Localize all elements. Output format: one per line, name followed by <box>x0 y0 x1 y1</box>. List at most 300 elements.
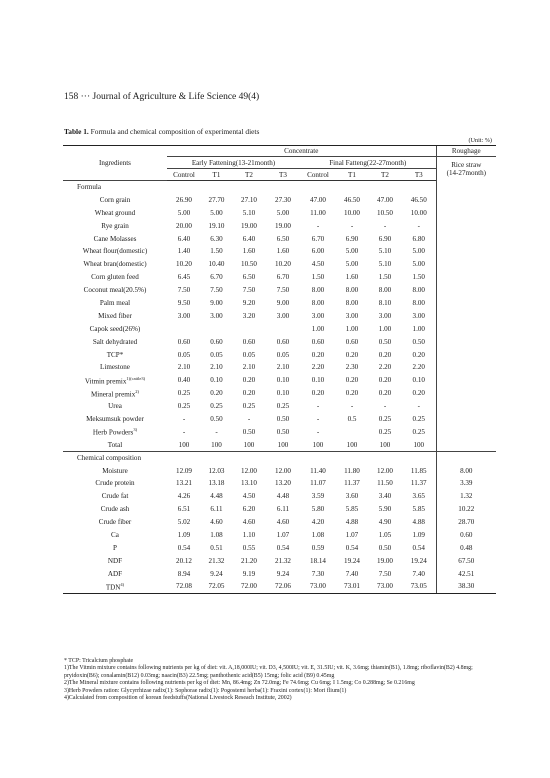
table-cell: 6.70 <box>276 273 290 282</box>
table-cell: 10.50 <box>377 208 393 217</box>
table-cell: 10.00 <box>344 208 360 217</box>
table-cell: 0.20 <box>378 389 392 398</box>
table-cell: 11.50 <box>377 479 393 488</box>
table-cell: 0.25 <box>378 427 392 436</box>
roughage-cell <box>436 271 496 284</box>
ingredient-name <box>63 361 167 374</box>
table-cell: 0.25 <box>276 402 290 411</box>
ingredient-name <box>63 477 167 490</box>
table-cell: 47.00 <box>310 195 326 204</box>
table-cell: 19.24 <box>410 556 427 565</box>
ingredient-name <box>63 335 167 348</box>
table-cell: - <box>247 414 251 423</box>
table-cell: 0.05 <box>177 350 191 359</box>
ingredient-name <box>63 374 167 387</box>
table-cell: 0.20 <box>242 376 256 385</box>
table-cell: 8.00 <box>311 286 325 295</box>
footnote: * TCP: Tricalcium phosphate <box>64 658 134 664</box>
table-row <box>63 219 496 232</box>
roughage-cell: 38.30 <box>436 580 496 593</box>
table-cell <box>336 425 368 438</box>
table-cell: 0.59 <box>311 543 325 552</box>
ingredient-label: Mineral premix <box>90 389 136 398</box>
table-row <box>63 374 496 387</box>
table-cell: 0.60 <box>210 337 223 346</box>
table-cell: - <box>383 221 387 230</box>
table-cell: 0.05 <box>276 350 290 359</box>
table-cell: 10.40 <box>208 260 225 269</box>
table-cell <box>167 322 201 335</box>
roughage-cell <box>436 413 496 426</box>
table-cell: 2.20 <box>378 363 392 372</box>
table-cell: 0.05 <box>242 350 256 359</box>
table-cell: 13.10 <box>241 479 257 488</box>
table-cell: - <box>417 402 420 411</box>
table-cell: 73.00 <box>300 580 336 593</box>
table-cell: 6.11 <box>210 505 223 514</box>
table-row <box>63 438 496 451</box>
ingredient-name <box>63 258 167 271</box>
roughage-cell: 0.60 <box>436 529 496 542</box>
table-cell: 7.50 <box>177 286 191 295</box>
table-row <box>63 193 496 206</box>
table-cell: 0.60 <box>345 337 359 346</box>
ingredient-label: Urea <box>108 402 122 411</box>
empty-cell <box>232 451 266 464</box>
roughage-cell <box>436 284 496 297</box>
table-row <box>63 245 496 258</box>
table-cell: 1.07 <box>345 530 359 539</box>
table-cell: 5.80 <box>311 505 325 514</box>
table-cell: 72.06 <box>266 580 300 593</box>
table-row <box>63 554 496 567</box>
ingredient-label: P <box>113 543 117 552</box>
table-cell: 10.50 <box>241 260 257 269</box>
table-row <box>63 335 496 348</box>
table-cell: 2.10 <box>242 363 256 372</box>
footnote-marker: 3) <box>133 427 138 433</box>
table-row <box>63 477 496 490</box>
ingredient-name <box>63 503 167 516</box>
table-row <box>63 541 496 554</box>
table-cell: 10.20 <box>176 260 192 269</box>
table-row <box>63 413 496 426</box>
table-cell: 13.20 <box>275 479 291 488</box>
table-cell: 0.20 <box>311 389 325 398</box>
table-cell: 2.30 <box>345 363 359 372</box>
empty-cell <box>300 181 336 194</box>
table-cell <box>266 322 300 335</box>
table-cell: 7.40 <box>412 569 425 578</box>
table-cell: 0.25 <box>412 427 425 436</box>
table-row <box>63 258 496 271</box>
footnote-marker: 2) <box>135 388 140 394</box>
table-cell: 5.02 <box>177 518 191 527</box>
table-cell: 0.50 <box>378 543 392 552</box>
ingredient-label: Wheat ground <box>94 208 136 217</box>
table-cell: 46.50 <box>344 195 360 204</box>
table-cell: 100 <box>266 438 300 451</box>
composition-table <box>63 145 496 594</box>
table-row <box>63 361 496 374</box>
column-header: T3 <box>402 169 436 181</box>
table-cell: 6.70 <box>210 273 223 282</box>
table-body <box>63 181 496 594</box>
table-cell: 5.00 <box>210 208 223 217</box>
empty-cell <box>402 451 436 464</box>
table-cell: 0.60 <box>311 337 325 346</box>
table-cell: - <box>316 427 320 436</box>
table-cell: 2.20 <box>412 363 425 372</box>
table-cell: 6.11 <box>276 505 290 514</box>
table-cell: 27.70 <box>208 195 225 204</box>
table-cell: 5.90 <box>378 505 392 514</box>
ingredient-label: Capok seed(26%) <box>89 324 141 333</box>
table-cell: 7.40 <box>345 569 359 578</box>
table-row <box>63 490 496 503</box>
table-cell: 100 <box>300 438 336 451</box>
table-cell: 5.10 <box>242 208 256 217</box>
table-cell: 4.60 <box>276 518 290 527</box>
ingredient-label: Crude ash <box>100 505 130 514</box>
table-cell: 0.50 <box>412 337 425 346</box>
roughage-cell: 8.00 <box>436 464 496 477</box>
table-cell: 0.25 <box>412 414 425 423</box>
table-cell: 12.00 <box>275 466 291 475</box>
table-cell: 8.00 <box>311 298 325 307</box>
column-header: T1 <box>201 169 232 181</box>
table-cell: 12.00 <box>241 466 257 475</box>
table-cell: 8.00 <box>345 286 359 295</box>
header-rice-straw-period: (14-27month) <box>446 168 486 177</box>
table-cell: - <box>383 402 387 411</box>
empty-cell <box>402 181 436 194</box>
table-cell: 0.10 <box>311 376 325 385</box>
table-cell: 11.07 <box>310 479 326 488</box>
table-row <box>63 297 496 310</box>
ingredient-label: Salt dehydrated <box>92 337 138 346</box>
column-header: Control <box>167 169 201 181</box>
ingredient-label: Herb Powders <box>92 428 134 437</box>
table-cell: 10.20 <box>275 260 291 269</box>
table-cell: 100 <box>336 438 368 451</box>
table-cell: 0.20 <box>412 350 425 359</box>
table-cell: 2.10 <box>210 363 223 372</box>
table-cell <box>201 322 232 335</box>
table-cell: 1.00 <box>378 324 392 333</box>
table-cell: 72.05 <box>201 580 232 593</box>
table-cell: - <box>316 221 320 230</box>
composition-table-container <box>63 145 496 594</box>
table-row <box>63 387 496 400</box>
roughage-cell <box>436 438 496 451</box>
empty-cell <box>167 451 201 464</box>
ingredient-label: NDF <box>107 556 123 565</box>
table-row <box>63 425 496 438</box>
table-cell: 6.45 <box>177 273 191 282</box>
table-cell: 1.60 <box>276 247 290 256</box>
table-cell: 27.10 <box>241 195 257 204</box>
table-cell: 0.55 <box>242 543 256 552</box>
table-cell: 0.25 <box>210 402 223 411</box>
table-cell: 0.54 <box>276 543 290 552</box>
table-cell: 46.50 <box>410 195 427 204</box>
table-cell: 5.00 <box>412 247 425 256</box>
table-cell: 0.50 <box>210 414 223 423</box>
table-cell: 5.00 <box>276 208 290 217</box>
header-concentrate: Concentrate <box>167 146 436 157</box>
table-cell: 8.00 <box>412 298 425 307</box>
table-cell: 3.65 <box>412 492 425 501</box>
table-cell: 5.85 <box>345 505 359 514</box>
table-cell: 72.08 <box>167 580 201 593</box>
table-cell: 0.10 <box>276 376 290 385</box>
table-cell: 0.20 <box>311 350 325 359</box>
roughage-cell <box>436 219 496 232</box>
table-cell: 13.18 <box>208 479 225 488</box>
table-cell: 7.30 <box>311 569 325 578</box>
header-early-fattening: Early Fattening(13-21month) <box>167 157 300 169</box>
section-header-row <box>63 451 496 464</box>
table-cell: 1.60 <box>242 247 256 256</box>
table-caption <box>64 127 259 136</box>
table-row <box>63 400 496 413</box>
table-caption-label: Table 1. <box>64 127 89 136</box>
table-cell: 6.40 <box>177 234 191 243</box>
table-cell: 0.54 <box>177 543 191 552</box>
table-row <box>63 464 496 477</box>
table-cell: 0.50 <box>378 337 392 346</box>
table-cell: 1.08 <box>210 530 223 539</box>
roughage-cell <box>436 232 496 245</box>
empty-cell <box>266 181 300 194</box>
ingredient-name <box>63 400 167 413</box>
table-cell: 18.14 <box>310 556 326 565</box>
ingredient-name <box>63 322 167 335</box>
table-cell: 4.48 <box>210 492 223 501</box>
empty-cell <box>266 451 300 464</box>
table-cell: 0.25 <box>378 414 392 423</box>
table-cell: 9.50 <box>177 298 191 307</box>
table-cell: 3.59 <box>311 492 325 501</box>
table-cell: 5.00 <box>345 260 359 269</box>
table-cell: 4.88 <box>345 518 359 527</box>
table-cell: 3.00 <box>345 311 359 320</box>
table-cell: 1.09 <box>177 530 191 539</box>
table-cell: 19.00 <box>241 221 257 230</box>
table-cell: 5.10 <box>378 260 392 269</box>
table-cell: 6.30 <box>210 234 223 243</box>
table-cell: - <box>350 221 354 230</box>
table-row <box>63 529 496 542</box>
table-cell: 0.54 <box>345 543 359 552</box>
footnote: 4)Calculated from composition of korean feedstuffs(National Livestock Reseach Institute, 2002) <box>64 695 292 702</box>
table-cell: 1.00 <box>311 324 325 333</box>
empty-cell <box>167 181 201 194</box>
table-cell: 4.26 <box>177 492 191 501</box>
table-row <box>63 284 496 297</box>
table-cell: 5.00 <box>345 247 359 256</box>
table-cell: 0.20 <box>345 350 359 359</box>
table-cell: 0.60 <box>242 337 256 346</box>
ingredient-name <box>63 387 167 400</box>
table-cell: - <box>215 427 218 436</box>
table-cell: 20.12 <box>176 556 192 565</box>
table-cell: 3.40 <box>378 492 392 501</box>
empty-cell <box>336 181 368 194</box>
table-cell: 0.50 <box>276 427 290 436</box>
table-cell: 9.24 <box>210 569 223 578</box>
ingredient-name <box>63 490 167 503</box>
section-label: Chemical composition <box>63 451 167 464</box>
table-cell: 21.32 <box>208 556 225 565</box>
table-row <box>63 516 496 529</box>
table-cell: 2.10 <box>177 363 191 372</box>
table-cell: 11.37 <box>344 479 360 488</box>
empty-cell <box>300 451 336 464</box>
ingredient-name <box>63 413 167 426</box>
table-cell: 11.80 <box>344 466 360 475</box>
table-cell: 6.50 <box>276 234 290 243</box>
ingredient-name <box>63 554 167 567</box>
ingredient-name <box>63 284 167 297</box>
table-cell: 6.40 <box>242 234 256 243</box>
table-cell: 9.19 <box>242 569 256 578</box>
table-cell <box>232 322 266 335</box>
section-label: Formula <box>77 183 102 192</box>
table-cell: 3.00 <box>311 311 325 320</box>
table-cell: 12.09 <box>176 466 192 475</box>
table-row <box>63 206 496 219</box>
table-cell: - <box>350 402 354 411</box>
table-cell: 0.25 <box>177 402 191 411</box>
ingredient-label: Crude fat <box>101 492 129 501</box>
table-cell: 5.00 <box>177 208 191 217</box>
table-cell: 8.10 <box>378 298 392 307</box>
header-final-fattening: Final Fatteng(22-27month) <box>300 157 436 169</box>
empty-cell <box>201 451 232 464</box>
roughage-cell <box>436 348 496 361</box>
table-cell: 3.00 <box>378 311 392 320</box>
ingredient-name <box>63 529 167 542</box>
table-cell: 6.20 <box>242 505 256 514</box>
roughage-cell <box>436 374 496 387</box>
table-cell: 2.10 <box>276 363 290 372</box>
table-cell: 9.24 <box>276 569 290 578</box>
table-cell: 2.20 <box>311 363 325 372</box>
table-cell: 72.00 <box>232 580 266 593</box>
table-cell: 1.50 <box>378 273 392 282</box>
ingredient-label: Ca <box>111 530 119 539</box>
table-cell: 11.85 <box>410 466 427 475</box>
table-cell: 3.00 <box>210 311 223 320</box>
empty-cell <box>336 451 368 464</box>
header-ingredients: Ingredients <box>63 146 167 181</box>
ingredient-label: Mixed fiber <box>98 311 132 320</box>
table-cell: 4.88 <box>412 518 425 527</box>
footnote: 2)The Mineral mixture contains following nutrients per kg of diet: Mn, 86.4mg; Zn 72.0mg; Fe 74.6mg; Cu 6mg; I 1.5mg; Co 0.288mg; Se 0.216mg <box>64 680 415 687</box>
roughage-cell <box>436 335 496 348</box>
table-cell: 1.40 <box>177 247 191 256</box>
table-cell: 21.20 <box>241 556 257 565</box>
table-cell: 0.50 <box>242 427 256 436</box>
table-cell: 100 <box>402 438 436 451</box>
ingredient-label: Cane Molasses <box>93 234 137 243</box>
ingredient-label: Corn grain <box>99 195 131 204</box>
table-cell: 0.10 <box>276 389 290 398</box>
ingredient-name <box>63 219 167 232</box>
column-header: T1 <box>336 169 368 181</box>
table-cell: 1.10 <box>242 530 256 539</box>
table-row <box>63 503 496 516</box>
ingredient-name <box>63 193 167 206</box>
table-cell: 0.54 <box>412 543 425 552</box>
ingredient-label: Rye grain <box>101 221 129 230</box>
table-cell: 1.05 <box>378 530 392 539</box>
table-cell: 8.94 <box>177 569 191 578</box>
table-cell: 6.90 <box>378 234 392 243</box>
table-cell: 19.24 <box>344 556 360 565</box>
table-row <box>63 309 496 322</box>
table-cell: 9.00 <box>276 298 290 307</box>
ingredient-label: Coconut meal(20.5%) <box>83 286 147 295</box>
roughage-cell <box>436 322 496 335</box>
table-cell: 1.00 <box>345 324 359 333</box>
roughage-cell <box>436 193 496 206</box>
table-cell: 5.85 <box>412 505 425 514</box>
table-cell: - <box>316 414 320 423</box>
table-cell: 21.32 <box>275 556 291 565</box>
table-cell: 4.60 <box>242 518 256 527</box>
empty-cell <box>368 451 402 464</box>
table-cell: 13.21 <box>176 479 192 488</box>
table-cell: 7.50 <box>276 286 290 295</box>
table-cell: 19.10 <box>208 221 225 230</box>
table-cell: 4.90 <box>378 518 392 527</box>
table-cell: 3.00 <box>276 311 290 320</box>
table-row <box>63 271 496 284</box>
table-cell: 10.00 <box>410 208 427 217</box>
table-cell: 73.05 <box>402 580 436 593</box>
ingredient-name <box>63 206 167 219</box>
table-cell: 11.40 <box>310 466 326 475</box>
ingredient-name <box>63 348 167 361</box>
table-row <box>63 567 496 580</box>
roughage-cell <box>436 297 496 310</box>
table-cell: 100 <box>167 438 201 451</box>
table-cell: 0.60 <box>177 337 191 346</box>
table-cell: 6.90 <box>345 234 359 243</box>
table-cell: 4.48 <box>276 492 290 501</box>
roughage-cell <box>436 361 496 374</box>
roughage-cell <box>436 425 496 438</box>
table-cell: 5.10 <box>378 247 392 256</box>
table-cell: 0.5 <box>347 414 357 423</box>
table-cell: 0.60 <box>276 337 290 346</box>
table-row <box>63 580 496 593</box>
table-cell: 4.20 <box>311 518 325 527</box>
table-cell: 12.00 <box>377 466 393 475</box>
footnote-marker: 1)(cattle3) <box>126 375 146 381</box>
table-cell: 1.07 <box>276 530 290 539</box>
ingredient-name <box>63 567 167 580</box>
table-cell: 0.25 <box>242 402 256 411</box>
table-row <box>63 348 496 361</box>
ingredient-name <box>63 464 167 477</box>
table-cell: 6.70 <box>311 234 325 243</box>
footnote: 3)Herb Powders ration: Glycyrrhizae radix(1): Sophorae radix(1): Pogostemi herba(1): Fraxini cortex(1): Mori flium(1) <box>64 687 347 694</box>
column-header: T3 <box>266 169 300 181</box>
